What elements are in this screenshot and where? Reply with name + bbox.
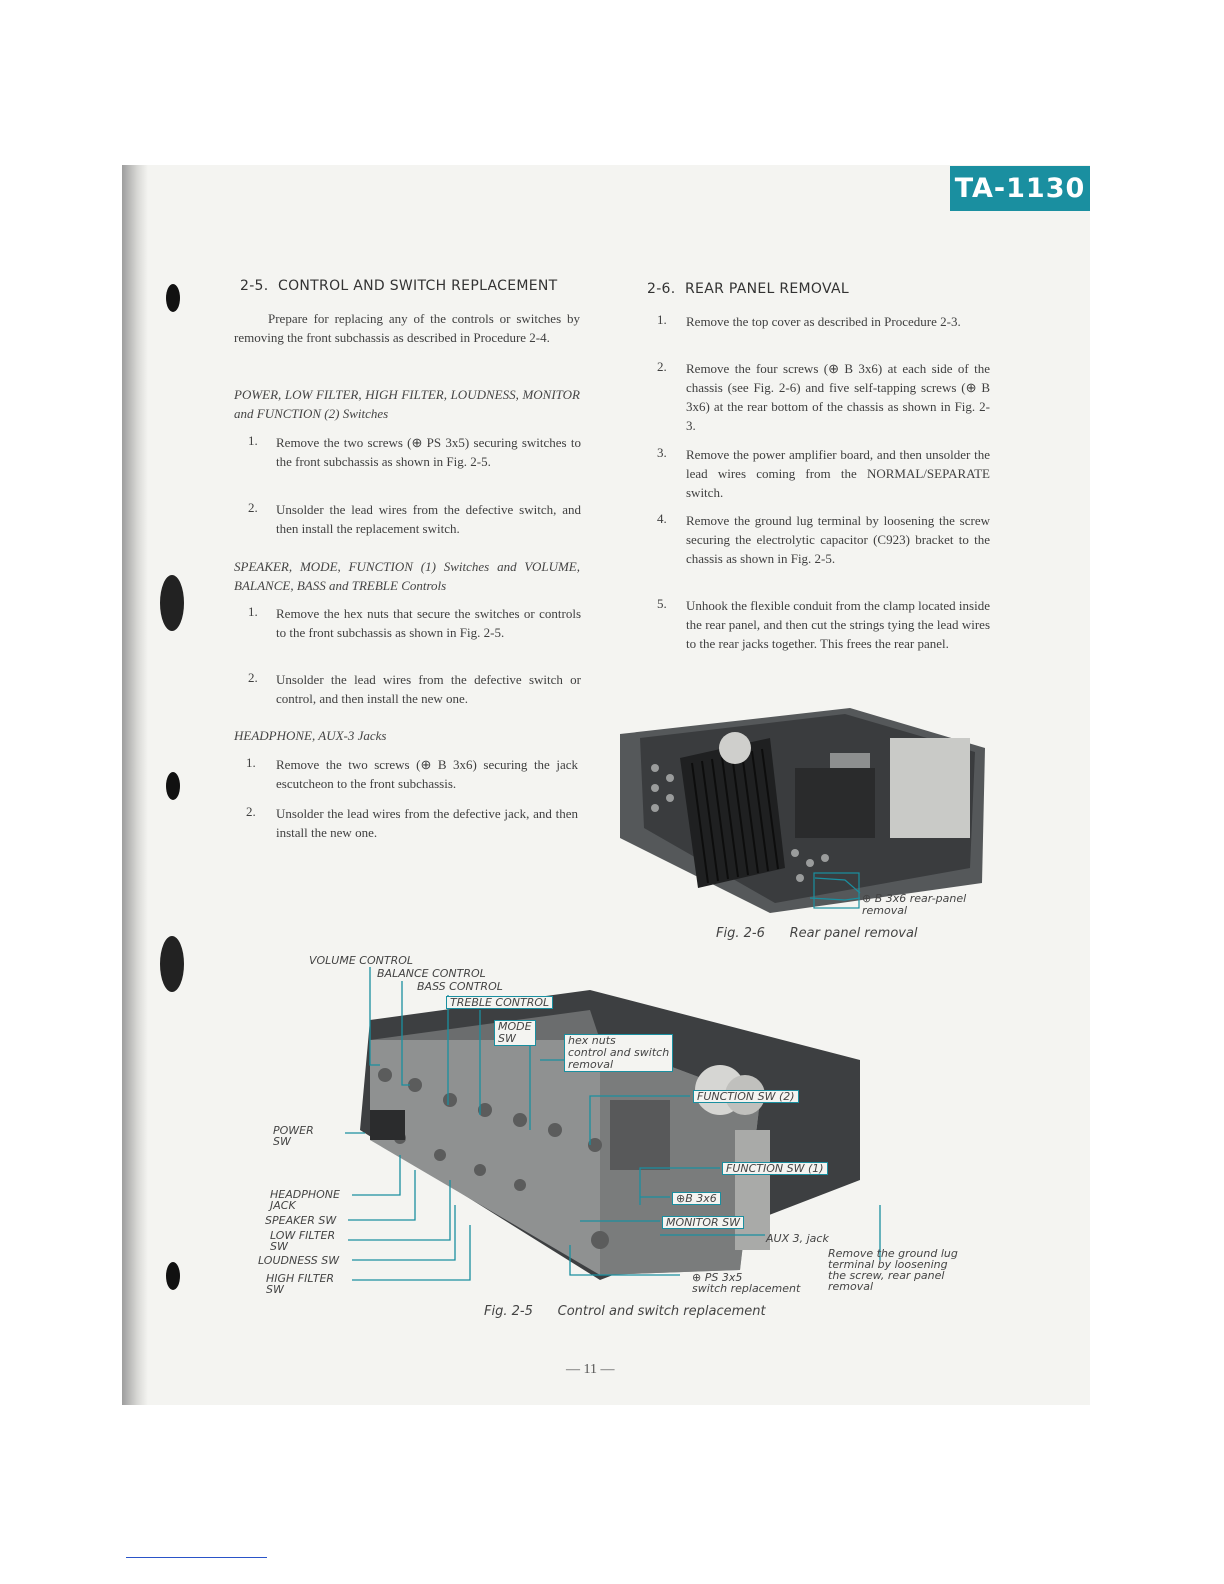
label-power-line1: POWER bbox=[273, 1124, 314, 1137]
step-text: Unsolder the lead wires from the defective jack, and then install the new one. bbox=[276, 806, 578, 840]
subheading-headphone-jacks: HEADPHONE, AUX-3 Jacks bbox=[234, 728, 387, 743]
label-highfilter-line2: SW bbox=[266, 1283, 284, 1296]
fig26-caption: Fig. 2-6 Rear panel removal bbox=[716, 926, 918, 941]
model-tab: TA-1130 bbox=[950, 166, 1090, 211]
label-power-line2: SW bbox=[273, 1135, 291, 1148]
step-text: Remove the power amplifier board, and then unsolder the lead wires coming from the NORMAL/SEPARATE switch. bbox=[686, 447, 990, 500]
step-text: Unhook the flexible conduit from the clamp located inside the rear panel, and then cut the strings tying the lead wires to the rear jacks together. This frees the rear panel. bbox=[686, 598, 990, 651]
label-hex-line1: hex nuts bbox=[568, 1034, 616, 1047]
step-number: 2. bbox=[248, 500, 258, 515]
section-heading-2-5: 2-5. CONTROL AND SWITCH REPLACEMENT bbox=[240, 278, 558, 294]
rear-panel-photo bbox=[620, 708, 990, 923]
binder-hole bbox=[160, 575, 184, 631]
label-ps-line1: ⊕ PS 3x5 bbox=[692, 1271, 743, 1284]
step-number: 1. bbox=[248, 433, 258, 448]
step-text: Remove the four screws (⊕ B 3x6) at each side of the chassis (see Fig. 2-6) and five self-tapping screws (⊕ B 3x6) at the rear bottom of the chassis as shown in Fig. 2-3. bbox=[686, 361, 990, 433]
binder-hole bbox=[166, 284, 180, 312]
step-text: Remove the ground lug terminal by loosening the screw securing the electrolytic capacitor (C923) bracket to the chassis as shown in Fig. 2-5. bbox=[686, 513, 990, 566]
label-ground-line1: Remove the ground lug bbox=[828, 1247, 958, 1260]
step-text: Remove the two screws (⊕ B 3x6) securing the jack escutcheon to the front subchassis. bbox=[276, 757, 578, 791]
step-number: 2. bbox=[246, 804, 256, 819]
fig25-caption: Fig. 2-5 Control and switch replacement bbox=[484, 1304, 766, 1319]
fig26-label-removal: removal bbox=[862, 904, 908, 917]
label-ground-line4: removal bbox=[828, 1280, 874, 1293]
subheading-power-switches: POWER, LOW FILTER, HIGH FILTER, LOUDNESS, MONITOR and FUNCTION (2) Switches bbox=[234, 387, 580, 421]
label-monitor-sw: MONITOR SW bbox=[662, 1216, 744, 1229]
label-headphone-line1: HEADPHONE bbox=[270, 1188, 340, 1201]
label-lowfilter-line1: LOW FILTER bbox=[270, 1229, 336, 1242]
label-speaker-sw: SPEAKER SW bbox=[265, 1214, 337, 1227]
subheading-speaker-switches: SPEAKER, MODE, FUNCTION (1) Switches and VOLUME, BALANCE, BASS and TREBLE Controls bbox=[234, 559, 580, 593]
step-text: Remove the hex nuts that secure the switches or controls to the front subchassis as shown in Fig. 2-5. bbox=[276, 606, 581, 640]
step-number: 5. bbox=[657, 596, 667, 611]
binder-hole bbox=[166, 1262, 180, 1290]
label-headphone-line2: JACK bbox=[270, 1199, 296, 1212]
label-ps3x5 bbox=[692, 1272, 800, 1294]
label-bass-control: BASS CONTROL bbox=[417, 980, 503, 993]
label-hex-line3: removal bbox=[568, 1058, 614, 1071]
step-number: 2. bbox=[657, 359, 667, 374]
footer-line bbox=[126, 1557, 267, 1558]
label-mode-line1: MODE bbox=[498, 1020, 532, 1033]
label-power-sw bbox=[273, 1125, 314, 1147]
step-text: Remove the top cover as described in Procedure 2-3. bbox=[686, 314, 961, 329]
step-number: 1. bbox=[657, 312, 667, 327]
step-number: 1. bbox=[248, 604, 258, 619]
label-balance-control: BALANCE CONTROL bbox=[377, 967, 486, 980]
binder-hole bbox=[166, 772, 180, 800]
binder-hole bbox=[160, 936, 184, 992]
label-hex-nuts bbox=[564, 1034, 673, 1072]
label-low-filter-sw bbox=[270, 1230, 335, 1252]
label-function-sw-1: FUNCTION SW (1) bbox=[722, 1162, 828, 1175]
label-high-filter-sw bbox=[266, 1273, 334, 1295]
label-loudness-sw: LOUDNESS SW bbox=[258, 1254, 340, 1267]
label-b3x6-screw: ⊕B 3x6 bbox=[672, 1192, 721, 1205]
label-ground-line2: terminal by loosening bbox=[828, 1258, 948, 1271]
section-heading-2-6: 2-6. REAR PANEL REMOVAL bbox=[647, 281, 849, 297]
label-hex-line2: control and switch bbox=[568, 1046, 670, 1059]
label-lowfilter-line2: SW bbox=[270, 1240, 288, 1253]
step-number: 1. bbox=[246, 755, 256, 770]
step-text: Unsolder the lead wires from the defective switch or control, and then install the new one. bbox=[276, 672, 581, 706]
label-ground-line3: the screw, rear panel bbox=[828, 1269, 945, 1282]
label-function-sw-2: FUNCTION SW (2) bbox=[693, 1090, 799, 1103]
step-number: 2. bbox=[248, 670, 258, 685]
step-text: Unsolder the lead wires from the defective switch, and then install the replacement switch. bbox=[276, 502, 581, 536]
label-mode-line2: SW bbox=[498, 1032, 516, 1045]
label-mode-sw bbox=[494, 1020, 536, 1046]
label-ps-line2: switch replacement bbox=[692, 1282, 801, 1295]
label-headphone-jack bbox=[270, 1189, 340, 1211]
step-number: 4. bbox=[657, 511, 667, 526]
page-number: — 11 — bbox=[566, 1362, 615, 1377]
intro-paragraph: Prepare for replacing any of the controls or switches by removing the front subchassis as described in Procedure 2-4. bbox=[234, 311, 580, 345]
step-number: 3. bbox=[657, 445, 667, 460]
label-volume-control: VOLUME CONTROL bbox=[309, 954, 414, 967]
fig26-label-screws: ⊕ B 3x6 rear-panel bbox=[862, 892, 967, 905]
label-ground-lug bbox=[828, 1248, 958, 1292]
label-highfilter-line1: HIGH FILTER bbox=[266, 1272, 335, 1285]
label-aux3-jack: AUX 3, jack bbox=[766, 1232, 829, 1245]
step-text: Remove the two screws (⊕ PS 3x5) securing switches to the front subchassis as shown in Fig. 2-5. bbox=[276, 435, 581, 469]
label-treble-control: TREBLE CONTROL bbox=[446, 996, 553, 1009]
page-binding-shadow bbox=[122, 165, 148, 1405]
